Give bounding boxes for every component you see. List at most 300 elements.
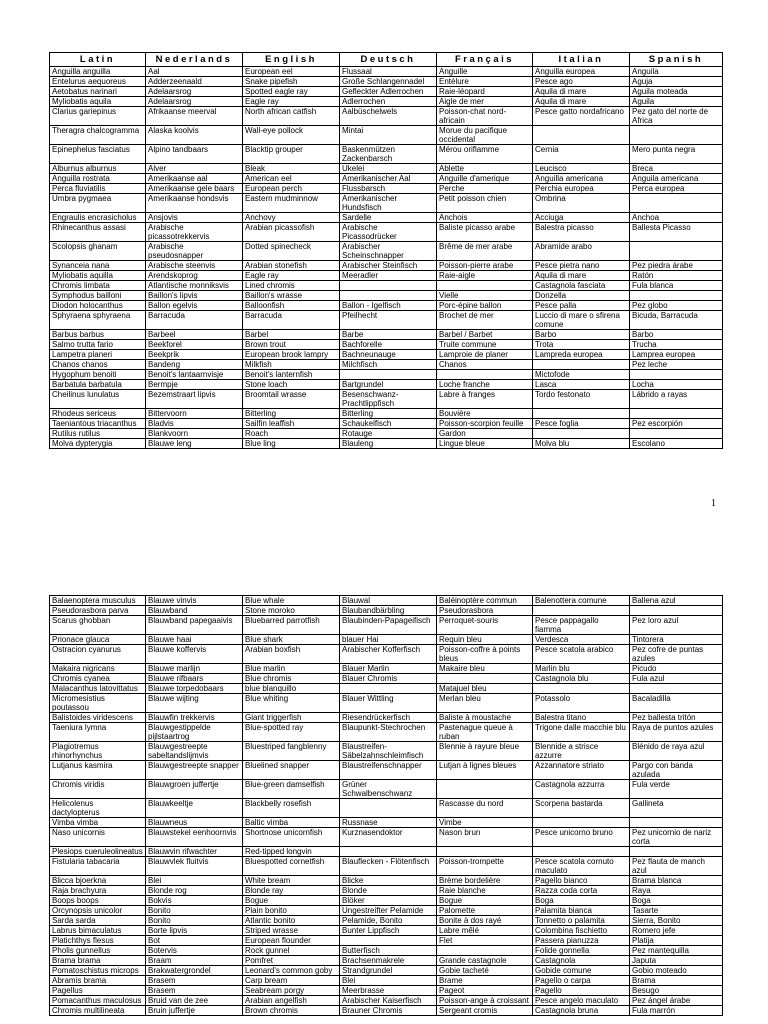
- cell-francais: Merlan bleu: [437, 694, 533, 713]
- cell-english: Spotted eagle ray: [243, 87, 340, 97]
- cell-english: Baltic vimba: [243, 818, 340, 828]
- cell-english: Blue-spotted ray: [243, 723, 340, 742]
- cell-francais: [437, 847, 533, 857]
- cell-francais: Labre mêlé: [437, 926, 533, 936]
- cell-spanish: [630, 194, 723, 213]
- cell-italian: Ombrina: [533, 194, 630, 213]
- cell-italian: Castagnola azzurra: [533, 780, 630, 799]
- cell-nederlands: Adderzeenaald: [146, 77, 243, 87]
- cell-spanish: [630, 126, 723, 145]
- table-row: [50, 370, 723, 380]
- cell-spanish: Pez piedra árabe: [630, 261, 723, 271]
- cell-latin: Sphyraena sphyraena: [50, 311, 146, 330]
- cell-francais: Truite commune: [437, 340, 533, 350]
- cell-deutsch: Amerikanischer Hundsfisch: [340, 194, 437, 213]
- cell-english: blue blanquillo: [243, 684, 340, 694]
- cell-english: Rock gunnel: [243, 946, 340, 956]
- cell-italian: Verdesca: [533, 635, 630, 645]
- cell-francais: Gardon: [437, 429, 533, 439]
- table-row: [50, 694, 723, 713]
- cell-latin: Symphodus bailloni: [50, 291, 146, 301]
- cell-francais: Entélure: [437, 77, 533, 87]
- cell-deutsch: Gefleckter Adlerrochen: [340, 87, 437, 97]
- header-latin: Latin: [50, 53, 146, 67]
- cell-english: Carp bream: [243, 976, 340, 986]
- cell-latin: Naso unicornis: [50, 828, 146, 847]
- cell-latin: Hygophum benoiti: [50, 370, 146, 380]
- cell-spanish: Blénido de raya azul: [630, 742, 723, 761]
- cell-deutsch: Meeradler: [340, 271, 437, 281]
- cell-deutsch: Barbe: [340, 330, 437, 340]
- cell-nederlands: Brasem: [146, 986, 243, 996]
- table-row: [50, 645, 723, 664]
- cell-latin: Anguilla rostrata: [50, 174, 146, 184]
- cell-italian: Molva blu: [533, 439, 630, 449]
- cell-deutsch: [340, 847, 437, 857]
- cell-italian: Pagello o carpa: [533, 976, 630, 986]
- header-row: [50, 53, 723, 67]
- cell-italian: Barbo: [533, 330, 630, 340]
- table-row: [50, 596, 723, 606]
- table-row: [50, 761, 723, 780]
- cell-deutsch: Aalbüschelwels: [340, 107, 437, 126]
- cell-nederlands: Bonito: [146, 906, 243, 916]
- cell-italian: Pesce gatto nordafricano: [533, 107, 630, 126]
- cell-nederlands: Bokvis: [146, 896, 243, 906]
- cell-latin: Prionace glauca: [50, 635, 146, 645]
- cell-english: White bream: [243, 876, 340, 886]
- cell-nederlands: Adelaarsrog: [146, 87, 243, 97]
- cell-english: Baillon's wrasse: [243, 291, 340, 301]
- cell-italian: Scorpena bastarda: [533, 799, 630, 818]
- cell-spanish: Ballena azul: [630, 596, 723, 606]
- cell-nederlands: Blauwe torpedobaars: [146, 684, 243, 694]
- cell-english: Bitterling: [243, 409, 340, 419]
- table-row: [50, 390, 723, 409]
- cell-deutsch: Besenschwanz- Prachtlippfisch: [340, 390, 437, 409]
- cell-italian: Razza coda corta: [533, 886, 630, 896]
- cell-italian: Castagnola: [533, 956, 630, 966]
- cell-latin: Vimba vimba: [50, 818, 146, 828]
- cell-english: Anchovy: [243, 213, 340, 223]
- cell-francais: Pastenague queue à ruban: [437, 723, 533, 742]
- cell-francais: Raie-aigle: [437, 271, 533, 281]
- cell-latin: Entelurus aequoreus: [50, 77, 146, 87]
- cell-latin: Anguilla anguilla: [50, 67, 146, 77]
- cell-nederlands: Bruid van de zee: [146, 996, 243, 1006]
- table-row: [50, 242, 723, 261]
- cell-italian: Pesce scatola cornuto maculato: [533, 857, 630, 876]
- table-row: [50, 996, 723, 1006]
- cell-latin: Lutjanus kasmira: [50, 761, 146, 780]
- cell-deutsch: Arabischer Kaiserfisch: [340, 996, 437, 1006]
- cell-francais: Poisson-coffre à points bleus: [437, 645, 533, 664]
- cell-italian: Marlin blu: [533, 664, 630, 674]
- table-row: [50, 164, 723, 174]
- cell-nederlands: Blauwfin trekkervis: [146, 713, 243, 723]
- cell-italian: Pesce angelo maculato: [533, 996, 630, 1006]
- cell-nederlands: Botervis: [146, 946, 243, 956]
- cell-nederlands: Blauwvlek fluitvis: [146, 857, 243, 876]
- table-row: [50, 439, 723, 449]
- cell-english: Striped wrasse: [243, 926, 340, 936]
- table-row: [50, 330, 723, 340]
- table-row: [50, 107, 723, 126]
- cell-francais: Raie-léopard: [437, 87, 533, 97]
- cell-deutsch: Strandgrundel: [340, 966, 437, 976]
- cell-deutsch: Brauner Chromis: [340, 1006, 437, 1016]
- cell-english: Barracuda: [243, 311, 340, 330]
- cell-english: Dotted spinecheck: [243, 242, 340, 261]
- cell-italian: Anguilla europea: [533, 67, 630, 77]
- cell-english: Broomtail wrasse: [243, 390, 340, 409]
- cell-deutsch: Blicke: [340, 876, 437, 886]
- table-row: [50, 936, 723, 946]
- cell-spanish: Fula azul: [630, 674, 723, 684]
- cell-deutsch: Bartgrundel: [340, 380, 437, 390]
- cell-italian: Anguilla americana: [533, 174, 630, 184]
- cell-latin: Rutilus rutilus: [50, 429, 146, 439]
- cell-deutsch: Kurznasendoktor: [340, 828, 437, 847]
- cell-latin: Platichthys flesus: [50, 936, 146, 946]
- cell-italian: [533, 409, 630, 419]
- cell-nederlands: Blauwband: [146, 606, 243, 616]
- cell-spanish: Breca: [630, 164, 723, 174]
- cell-italian: Pesce palla: [533, 301, 630, 311]
- cell-francais: Petit poisson chien: [437, 194, 533, 213]
- cell-spanish: [630, 847, 723, 857]
- cell-francais: Baliste picasso arabe: [437, 223, 533, 242]
- cell-spanish: Pez loro azul: [630, 616, 723, 635]
- cell-latin: Chromis limbata: [50, 281, 146, 291]
- cell-deutsch: Blaubinden-Papageifisch: [340, 616, 437, 635]
- cell-francais: Mérou oriflamme: [437, 145, 533, 164]
- cell-spanish: Pez mantequilla: [630, 946, 723, 956]
- table-row: [50, 713, 723, 723]
- cell-spanish: [630, 291, 723, 301]
- cell-francais: Morue du pacifique occidental: [437, 126, 533, 145]
- table-row: [50, 828, 723, 847]
- cell-latin: Chanos chanos: [50, 360, 146, 370]
- cell-latin: Brama brama: [50, 956, 146, 966]
- table-row: [50, 723, 723, 742]
- table-row: [50, 635, 723, 645]
- cell-deutsch: Flussbarsch: [340, 184, 437, 194]
- cell-francais: Baliste à moustache: [437, 713, 533, 723]
- cell-francais: Anguille d'amerique: [437, 174, 533, 184]
- cell-nederlands: Arabische picassotrekkervis: [146, 223, 243, 242]
- cell-latin: Salmo trutta fario: [50, 340, 146, 350]
- cell-francais: Lutjan à lignes bleues: [437, 761, 533, 780]
- cell-italian: Palamita bianca: [533, 906, 630, 916]
- table-row: [50, 67, 723, 77]
- cell-francais: Sergeant cromis: [437, 1006, 533, 1016]
- cell-english: Arabian angelfish: [243, 996, 340, 1006]
- cell-english: Roach: [243, 429, 340, 439]
- cell-latin: Plesiops cueruleolineatus: [50, 847, 146, 857]
- cell-latin: Scarus ghobban: [50, 616, 146, 635]
- cell-english: Arabian picassofish: [243, 223, 340, 242]
- cell-deutsch: Pfeilhecht: [340, 311, 437, 330]
- table-row: [50, 886, 723, 896]
- cell-deutsch: Blauer Chromis: [340, 674, 437, 684]
- cell-italian: Balestra titano: [533, 713, 630, 723]
- cell-francais: [437, 281, 533, 291]
- cell-english: Blue-green damselfish: [243, 780, 340, 799]
- cell-latin: Lampetra planeri: [50, 350, 146, 360]
- table-row: [50, 184, 723, 194]
- cell-francais: Bonite à dos rayé: [437, 916, 533, 926]
- cell-italian: Pesce ago: [533, 77, 630, 87]
- cell-nederlands: Borte lipvis: [146, 926, 243, 936]
- cell-nederlands: Alver: [146, 164, 243, 174]
- table-row: [50, 857, 723, 876]
- cell-deutsch: blauer Hai: [340, 635, 437, 645]
- cell-francais: Perroquet-souris: [437, 616, 533, 635]
- cell-english: Bluebarred parrotfish: [243, 616, 340, 635]
- cell-spanish: Aguila moteada: [630, 87, 723, 97]
- cell-latin: Chromis multilineata: [50, 1006, 146, 1016]
- cell-english: Brown chromis: [243, 1006, 340, 1016]
- cell-italian: Balestra picasso: [533, 223, 630, 242]
- cell-english: Pomfret: [243, 956, 340, 966]
- cell-english: Bogue: [243, 896, 340, 906]
- fish-names-table-1: [49, 52, 723, 449]
- cell-nederlands: Barracuda: [146, 311, 243, 330]
- cell-deutsch: Sardelle: [340, 213, 437, 223]
- cell-spanish: [630, 409, 723, 419]
- cell-spanish: Perca europea: [630, 184, 723, 194]
- cell-italian: Colombina fischietto: [533, 926, 630, 936]
- cell-italian: Pesce scatola arabico: [533, 645, 630, 664]
- cell-spanish: Anguila: [630, 67, 723, 77]
- cell-latin: Balaenoptera musculus: [50, 596, 146, 606]
- cell-deutsch: [340, 370, 437, 380]
- cell-spanish: Fula marrón: [630, 1006, 723, 1016]
- table-row: [50, 906, 723, 916]
- cell-francais: Anchois: [437, 213, 533, 223]
- cell-italian: [533, 360, 630, 370]
- table-row: [50, 194, 723, 213]
- cell-latin: Rhinecanthus assasi: [50, 223, 146, 242]
- cell-italian: Balenottera comune: [533, 596, 630, 606]
- cell-italian: Pesce unicorno bruno: [533, 828, 630, 847]
- cell-deutsch: Brachsenmakrele: [340, 956, 437, 966]
- cell-nederlands: Amerikaanse aal: [146, 174, 243, 184]
- cell-italian: [533, 818, 630, 828]
- cell-nederlands: Bittervoorn: [146, 409, 243, 419]
- cell-spanish: [630, 429, 723, 439]
- cell-spanish: Gobio moteado: [630, 966, 723, 976]
- cell-latin: Barbatula barbatula: [50, 380, 146, 390]
- table-row: [50, 271, 723, 281]
- cell-francais: Brame: [437, 976, 533, 986]
- cell-francais: Makaire bleu: [437, 664, 533, 674]
- cell-spanish: Fula verde: [630, 780, 723, 799]
- cell-nederlands: Bandeng: [146, 360, 243, 370]
- cell-latin: Taeniantous triacanthus: [50, 419, 146, 429]
- cell-latin: Engraulis encrasicholus: [50, 213, 146, 223]
- cell-nederlands: Alpino tandbaars: [146, 145, 243, 164]
- cell-francais: Flet: [437, 936, 533, 946]
- table-row: [50, 301, 723, 311]
- cell-latin: Theragra chalcogramma: [50, 126, 146, 145]
- cell-italian: Acciuga: [533, 213, 630, 223]
- cell-latin: Aetobatus narinari: [50, 87, 146, 97]
- cell-english: European eel: [243, 67, 340, 77]
- cell-spanish: Brama: [630, 976, 723, 986]
- cell-spanish: Pez unicornio de nariz corta: [630, 828, 723, 847]
- cell-deutsch: Blauer Marlin: [340, 664, 437, 674]
- cell-english: European flounder: [243, 936, 340, 946]
- cell-nederlands: Bot: [146, 936, 243, 946]
- cell-deutsch: Riesendrückerfisch: [340, 713, 437, 723]
- cell-deutsch: Meerbrasse: [340, 986, 437, 996]
- cell-nederlands: Brakwatergrondel: [146, 966, 243, 976]
- cell-spanish: Mero punta negra: [630, 145, 723, 164]
- cell-nederlands: Alaska koolvis: [146, 126, 243, 145]
- cell-deutsch: Blauleng: [340, 439, 437, 449]
- cell-nederlands: Blauwgestippelde pijlstaartrog: [146, 723, 243, 742]
- cell-francais: Poisson-chat nord- africain: [437, 107, 533, 126]
- cell-deutsch: [340, 799, 437, 818]
- cell-nederlands: Blauwe rifbaars: [146, 674, 243, 684]
- cell-english: Blue whale: [243, 596, 340, 606]
- cell-francais: Brochet de mer: [437, 311, 533, 330]
- cell-english: Plain bonito: [243, 906, 340, 916]
- cell-francais: Baléinoptère commun: [437, 596, 533, 606]
- cell-english: Wall-eye pollock: [243, 126, 340, 145]
- cell-francais: [437, 370, 533, 380]
- table-row: [50, 799, 723, 818]
- cell-francais: Labre à franges: [437, 390, 533, 409]
- cell-francais: [437, 780, 533, 799]
- table-row: [50, 1006, 723, 1016]
- table-row: [50, 684, 723, 694]
- cell-spanish: [630, 684, 723, 694]
- cell-deutsch: Blaupunkt-Stechrochen: [340, 723, 437, 742]
- cell-francais: Lamproie de planer: [437, 350, 533, 360]
- cell-nederlands: Ballon egelvis: [146, 301, 243, 311]
- table-row: [50, 174, 723, 184]
- cell-francais: Chanos: [437, 360, 533, 370]
- cell-english: Red-tipped longvin: [243, 847, 340, 857]
- cell-italian: Perchia europea: [533, 184, 630, 194]
- cell-english: Arabian boxfish: [243, 645, 340, 664]
- cell-deutsch: Blöker: [340, 896, 437, 906]
- cell-english: Barbel: [243, 330, 340, 340]
- cell-english: American eel: [243, 174, 340, 184]
- cell-nederlands: Brasem: [146, 976, 243, 986]
- cell-latin: Perca fluviatilis: [50, 184, 146, 194]
- cell-italian: Gobide comune: [533, 966, 630, 976]
- cell-italian: Lampreda europea: [533, 350, 630, 360]
- cell-english: European brook lampry: [243, 350, 340, 360]
- cell-english: Milkfish: [243, 360, 340, 370]
- cell-nederlands: Blauwstekel eenhoornvis: [146, 828, 243, 847]
- cell-francais: Bouvière: [437, 409, 533, 419]
- cell-spanish: Anguila americana: [630, 174, 723, 184]
- cell-english: Arabian stonefish: [243, 261, 340, 271]
- cell-nederlands: Blauwband papegaaivis: [146, 616, 243, 635]
- cell-latin: Myliobatis aquilla: [50, 271, 146, 281]
- cell-spanish: Besugo: [630, 986, 723, 996]
- cell-spanish: Pez cofre de puntas azules: [630, 645, 723, 664]
- cell-italian: Luccio di mare o sfirena comune: [533, 311, 630, 330]
- cell-deutsch: Blauwal: [340, 596, 437, 606]
- cell-francais: Requin bleu: [437, 635, 533, 645]
- cell-deutsch: [340, 936, 437, 946]
- cell-english: Blue chromis: [243, 674, 340, 684]
- cell-francais: Barbel / Barbet: [437, 330, 533, 340]
- cell-italian: Castagnola fasciata: [533, 281, 630, 291]
- cell-spanish: Fula blanca: [630, 281, 723, 291]
- cell-deutsch: Blaustreifenschnapper: [340, 761, 437, 780]
- cell-spanish: Pez gato del norte de Africa: [630, 107, 723, 126]
- cell-latin: Malacanthus latovittatus: [50, 684, 146, 694]
- cell-spanish: Tintorera: [630, 635, 723, 645]
- cell-nederlands: Bladvis: [146, 419, 243, 429]
- cell-deutsch: Blaubandbärbling: [340, 606, 437, 616]
- table-row: [50, 126, 723, 145]
- cell-italian: Leucisco: [533, 164, 630, 174]
- cell-english: Blue shark: [243, 635, 340, 645]
- cell-latin: Ostracion cyanurus: [50, 645, 146, 664]
- cell-latin: Abramis brama: [50, 976, 146, 986]
- cell-italian: [533, 429, 630, 439]
- table-row: [50, 77, 723, 87]
- cell-deutsch: Adlerrochen: [340, 97, 437, 107]
- cell-english: Sailfin leaffish: [243, 419, 340, 429]
- cell-francais: Vimbe: [437, 818, 533, 828]
- cell-francais: Aigle de mer: [437, 97, 533, 107]
- cell-spanish: Ratón: [630, 271, 723, 281]
- cell-spanish: [630, 606, 723, 616]
- table-row: [50, 340, 723, 350]
- header-deutsch: Deutsch: [340, 53, 437, 67]
- cell-latin: Fistularia tabacaria: [50, 857, 146, 876]
- cell-english: Benoit's lanternfish: [243, 370, 340, 380]
- cell-spanish: Pez flauta de manch azul: [630, 857, 723, 876]
- cell-nederlands: Aal: [146, 67, 243, 77]
- cell-francais: Nason brun: [437, 828, 533, 847]
- cell-italian: Donzella: [533, 291, 630, 301]
- cell-spanish: Locha: [630, 380, 723, 390]
- cell-nederlands: Blauwe vinvis: [146, 596, 243, 606]
- cell-francais: Palomette: [437, 906, 533, 916]
- cell-deutsch: Ballon - Igelfisch: [340, 301, 437, 311]
- cell-spanish: Sierra, Bonito: [630, 916, 723, 926]
- cell-deutsch: Blauer Wittling: [340, 694, 437, 713]
- cell-deutsch: [340, 684, 437, 694]
- cell-italian: Pagello: [533, 986, 630, 996]
- cell-nederlands: Blauwe wijting: [146, 694, 243, 713]
- cell-nederlands: Baillon's lipvis: [146, 291, 243, 301]
- cell-deutsch: Bachneunauge: [340, 350, 437, 360]
- table-row: [50, 350, 723, 360]
- cell-francais: Poisson-trompette: [437, 857, 533, 876]
- table-row: [50, 291, 723, 301]
- cell-latin: Plagiotremus rhinorhynchus: [50, 742, 146, 761]
- cell-deutsch: Flussaal: [340, 67, 437, 77]
- cell-latin: Scolopsis ghanam: [50, 242, 146, 261]
- cell-italian: Pesce pietra nano: [533, 261, 630, 271]
- cell-spanish: Pez escorpión: [630, 419, 723, 429]
- cell-nederlands: Blauwe koffervis: [146, 645, 243, 664]
- cell-english: Bluelined snapper: [243, 761, 340, 780]
- cell-english: Lined chromis: [243, 281, 340, 291]
- table-row: [50, 916, 723, 926]
